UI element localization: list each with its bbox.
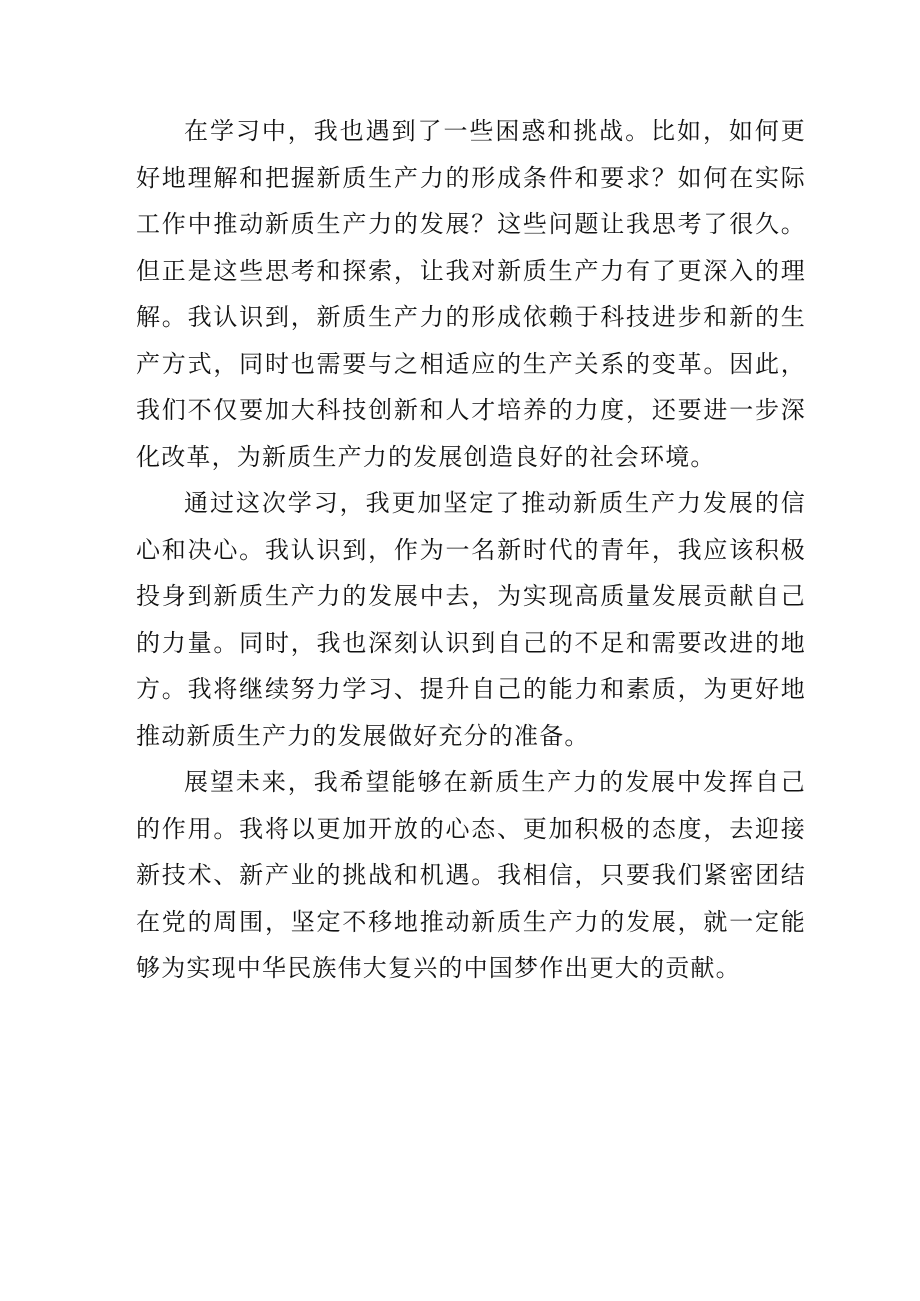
paragraph-future: 展望未来，我希望能够在新质生产力的发展中发挥自己的作用。我将以更加开放的心态、更加积极的态度，去迎接新技术、新产业的挑战和机遇。我相信，只要我们紧密团结在党的周围，坚定不移地推动新质生产力的发展，就一定能够为实现中华民族伟大复兴的中国梦作出更大的贡献。 [136,768,806,982]
paragraph-determination: 通过这次学习，我更加坚定了推动新质生产力发展的信心和决心。我认识到，作为一名新时代的青年，我应该积极投身到新质生产力的发展中去，为实现高质量发展贡献自己的力量。同时，我也深刻认识到自己的不足和需要改进的地方。我将继续努力学习、提升自己的能力和素质，为更好地推动新质生产力的发展做好充分的准备。 [136,489,806,750]
paragraph-challenges: 在学习中，我也遇到了一些困惑和挑战。比如，如何更好地理解和把握新质生产力的形成条件和要求？如何在实际工作中推动新质生产力的发展？这些问题让我思考了很久。但正是这些思考和探索，让我对新质生产力有了更深入的理解。我认识到，新质生产力的形成依赖于科技进步和新的生产方式，同时也需要与之相适应的生产关系的变革。因此，我们不仅要加大科技创新和人才培养的力度，还要进一步深化改革，为新质生产力的发展创造良好的社会环境。 [136,117,806,471]
document-body [136,108,806,992]
